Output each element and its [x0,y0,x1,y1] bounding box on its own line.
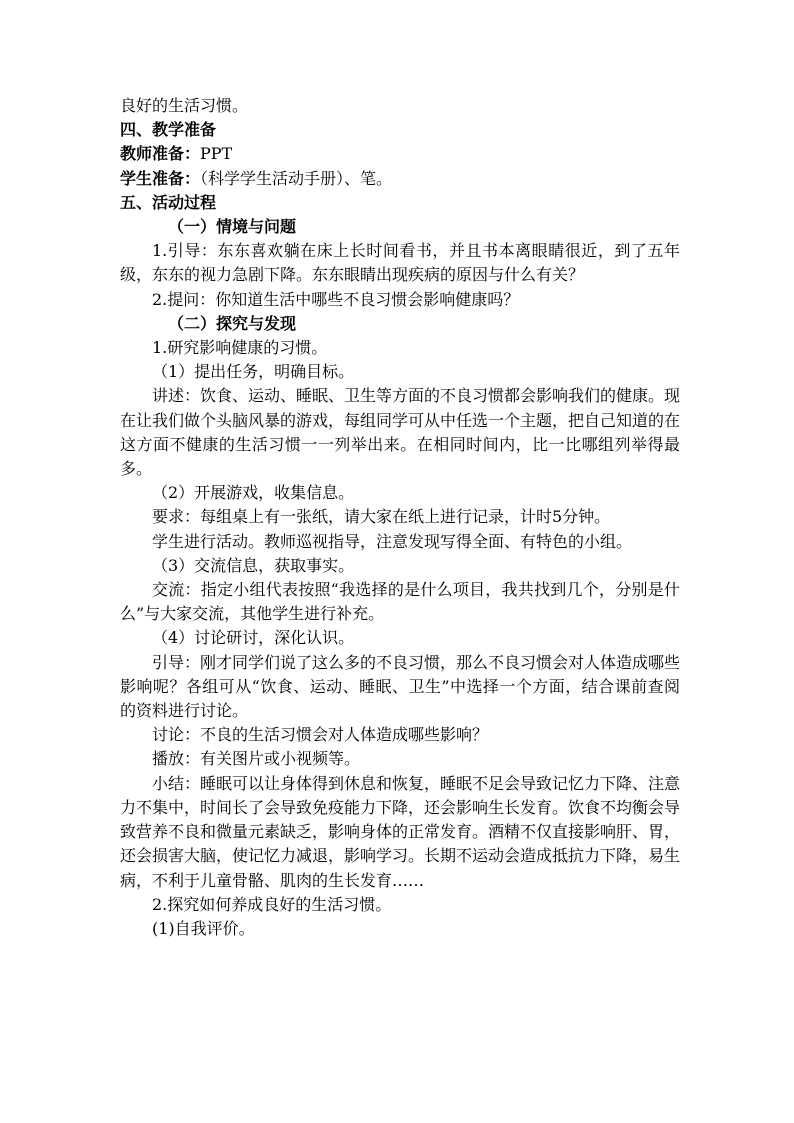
paragraph: （3）交流信息，获取事实。 [152,555,355,575]
paragraph: （2）开展游戏，收集信息。 [152,483,355,503]
paragraph: 讨论：不良的生活习惯会对人体造成哪些影响？ [152,725,489,745]
paragraph: 播放：有关图片或小视频等。 [152,749,361,769]
paragraph: 2.探究如何养成良好的生活习惯。 [152,894,392,914]
paragraph: 讲述：饮食、运动、睡眠、卫生等方面的不良习惯都会影响我们的健康。现在让我们做个头脑风暴的游戏，每组同学可从中任选一个主题，把自己知道的在这方面不健康的生活习惯一一列举出来。在相同时间内，比一比哪组列举得最多。 [120,386,681,479]
teacher-prep-label: 教师准备： [120,144,201,164]
paragraph: 交流：指定小组代表按照“我选择的是什么项目，我共找到几个，分别是什么”与大家交流，其他学生进行补充。 [120,580,680,624]
paragraph: 1.研究影响健康的习惯。 [152,338,328,358]
paragraph: （1）提出任务，明确目标。 [152,362,355,382]
paragraph: 2.提问：你知道生活中哪些不良习惯会影响健康吗？ [152,289,520,309]
paragraph: 要求：每组桌上有一张纸，请大家在纸上进行记录，计时5分钟。 [152,507,611,527]
section-heading-5: 五、活动过程 [120,192,217,212]
paragraph: 1.引导：东东喜欢躺在床上长时间看书，并且书本离眼睛很近，到了五年级，东东的视力急剧下降。东东眼睛出现疾病的原因与什么有关？ [120,241,680,285]
paragraph: （4）讨论研讨，深化认识。 [152,628,355,648]
paragraph: 小结：睡眠可以让身体得到休息和恢复，睡眠不足会导致记忆力下降、注意力不集中，时间长了会导致免疫能力下降，还会影响生长发育。饮食不均衡会导致营养不良和微量元素缺乏，影响身体的正常发育。酒精不仅直接影响肝、胃，还会损害大脑，使记忆力减退，影响学习。长期不运动会造成抵抗力下降，易生病，不利于儿童骨骼、肌肉的生长发育…… [120,773,681,890]
student-prep-value: （科学学生活动手册）、笔。 [200,168,393,188]
subsection-heading-1: （一）情境与问题 [168,217,297,237]
subsection-heading-2: （二）探究与发现 [168,313,297,333]
student-prep-line [120,167,680,191]
body-text: 良好的生活习惯。 [120,96,249,115]
paragraph: (1)自我评价。 [152,918,255,938]
teacher-prep-value: PPT [200,144,233,164]
document-page [120,94,680,941]
paragraph: 学生进行活动。教师巡视指导，注意发现写得全面、有特色的小组。 [152,531,633,551]
section-heading-4: 四、教学准备 [120,120,217,140]
teacher-prep-line [120,142,680,166]
student-prep-label: 学生准备： [120,168,201,188]
paragraph: 引导：刚才同学们说了这么多的不良习惯，那么不良习惯会对人体造成哪些影响呢？各组可从“饮食、运动、睡眠、卫生”中选择一个方面，结合课前查阅的资料进行讨论。 [120,652,681,721]
